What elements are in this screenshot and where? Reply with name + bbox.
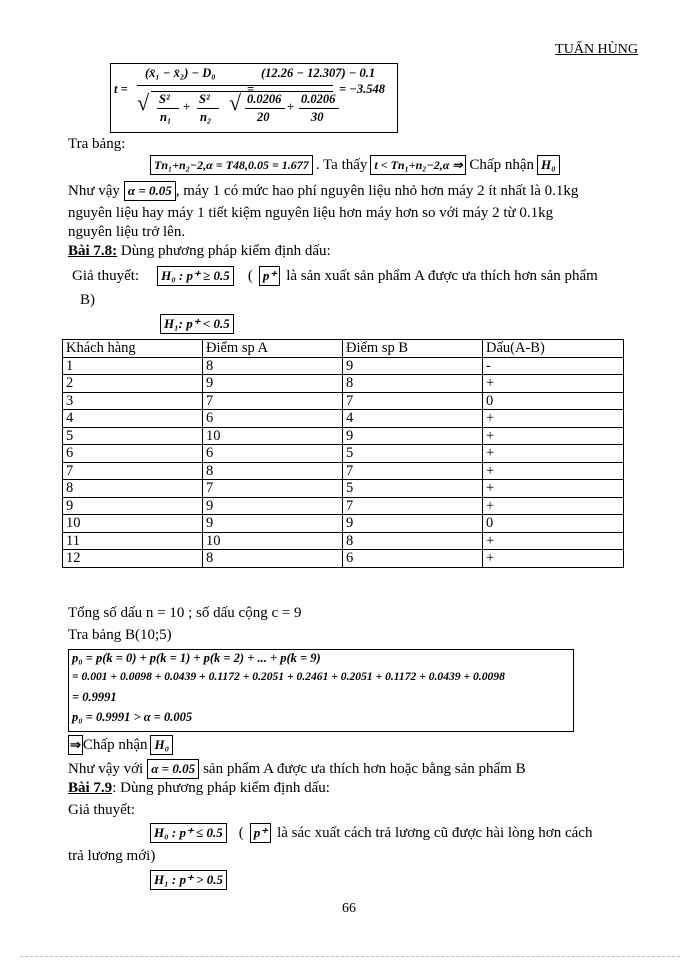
lookup-after2: Chấp nhận <box>469 156 534 173</box>
table-header: Dấu(A-B) <box>483 340 624 358</box>
conclusion1-line1 <box>68 181 578 201</box>
table-cell: 5 <box>343 445 483 463</box>
implies-arrow-icon: ⇒ <box>68 735 83 755</box>
plus-sign: + <box>183 100 191 114</box>
formula-t-box <box>110 63 398 133</box>
lookup-line <box>150 155 560 175</box>
small-bar <box>245 108 285 109</box>
table-header-row <box>63 340 624 358</box>
accept-h0-box: H₀ <box>150 735 173 755</box>
ex78-lookup: Tra bảng B(10;5) <box>68 627 172 643</box>
table-cell: 9 <box>343 357 483 375</box>
table-cell: 9 <box>343 427 483 445</box>
ex78-h0-box: H₀ : p⁺ ≥ 0.5 <box>157 266 234 286</box>
page-number: 66 <box>342 901 356 916</box>
table-row <box>63 357 624 375</box>
ex79-heading <box>68 780 330 797</box>
ex78-alpha-box: α = 0.05 <box>147 759 199 779</box>
formula-t-d2: 30 <box>311 110 324 124</box>
table-cell: 6 <box>343 550 483 568</box>
table-cell: 4 <box>343 410 483 428</box>
table-header: Điểm sp A <box>203 340 343 358</box>
table-cell: 8 <box>203 462 343 480</box>
table-row <box>63 532 624 550</box>
conclusion1-text1: , máy 1 có mức hao phí nguyên liệu nhỏ hơn máy 2 ít nhất là 0.1kg <box>175 182 579 199</box>
table-cell: 5 <box>63 427 203 445</box>
lookup-after1: . Ta thấy <box>315 156 368 173</box>
sqrt-symbol: √ <box>229 90 242 115</box>
table-cell: + <box>483 462 624 480</box>
ex79-hyp-text2: trả lương mới) <box>68 848 156 864</box>
small-bar <box>299 108 339 109</box>
formula-t-d1: 20 <box>257 110 270 124</box>
table-cell: + <box>483 445 624 463</box>
plus-sign: + <box>287 100 295 114</box>
sign-test-table <box>62 339 624 568</box>
ex79-hypothesis <box>150 823 592 843</box>
table-cell: 8 <box>63 480 203 498</box>
ex78-hypothesis <box>72 266 598 286</box>
table-cell: - <box>483 357 624 375</box>
table-row <box>63 375 624 393</box>
formula-t-s2b: S² <box>199 92 210 106</box>
calc-line: = 0.9991 <box>72 690 117 704</box>
table-cell: 11 <box>63 532 203 550</box>
table-cell: 10 <box>203 532 343 550</box>
table-cell: 9 <box>203 515 343 533</box>
table-cell: 6 <box>63 445 203 463</box>
ex79-hyp-label: Giả thuyết: <box>68 802 136 818</box>
table-cell: 8 <box>343 532 483 550</box>
table-row <box>63 445 624 463</box>
table-cell: 9 <box>203 497 343 515</box>
formula-t-lhs: t = <box>114 82 128 96</box>
table-cell: 12 <box>63 550 203 568</box>
table-cell: 0 <box>483 392 624 410</box>
ex78-h1 <box>160 314 234 334</box>
table-cell: + <box>483 410 624 428</box>
ex79-hyp-text: là sác xuất cách trả lương cũ được hài lòng hơn cách <box>277 824 593 841</box>
table-cell: 5 <box>343 480 483 498</box>
table-row <box>63 497 624 515</box>
table-cell: 8 <box>203 550 343 568</box>
table-cell: 8 <box>203 357 343 375</box>
table-cell: 10 <box>203 427 343 445</box>
equals-sign: = <box>247 82 255 96</box>
table-cell: 2 <box>63 375 203 393</box>
small-bar <box>197 108 219 109</box>
table-cell: 9 <box>203 375 343 393</box>
formula-t-num-value: (12.26 − 12.307) − 0.1 <box>261 66 376 80</box>
table-cell: 10 <box>63 515 203 533</box>
ex78-hyp-text2: B) <box>80 292 95 308</box>
table-cell: 9 <box>343 515 483 533</box>
table-header: Khách hàng <box>63 340 203 358</box>
conclusion1-text2: nguyên liệu hay máy 1 tiết kiệm nguyên liệu hơn máy hơn so với máy 2 từ 0.1kg <box>68 205 554 221</box>
table-cell: 7 <box>203 480 343 498</box>
ex78-h1-box: H₁: p⁺ < 0.5 <box>160 314 234 334</box>
t-compare-box: t < Tn₁+n₂−2,α ⇒ <box>370 155 466 175</box>
table-row <box>63 410 624 428</box>
ex79-h1-box: H₁ : p⁺ > 0.5 <box>150 870 227 890</box>
formula-t-n2: n₂ <box>200 110 212 124</box>
conclusion1-text3: nguyên liệu trở lên. <box>68 224 186 240</box>
table-cell: 3 <box>63 392 203 410</box>
table-cell: 7 <box>203 392 343 410</box>
table-cell: 6 <box>203 445 343 463</box>
table-cell: 7 <box>343 497 483 515</box>
table-cell: 7 <box>343 462 483 480</box>
ex78-heading <box>68 243 331 260</box>
formula-t-n1: n₁ <box>160 110 172 124</box>
ex78-concl-text: sản phẩm A được ưa thích hơn hoặc bằng sản phẩm B <box>203 760 526 777</box>
table-cell: + <box>483 480 624 498</box>
ex78-title: Bài 7.8: <box>68 243 118 259</box>
table-cell: 4 <box>63 410 203 428</box>
calc-line: = 0.001 + 0.0098 + 0.0439 + 0.1172 + 0.2051 + 0.2461 + 0.2051 + 0.1172 + 0.0439 + 0.0098 <box>72 670 505 683</box>
calc-line: p₀ = p(k = 0) + p(k = 1) + p(k = 2) + ... + p(k = 9) <box>72 651 321 665</box>
ex78-conclusion <box>68 759 526 779</box>
table-cell: + <box>483 532 624 550</box>
table-row <box>63 462 624 480</box>
ex79-h1 <box>150 870 227 890</box>
table-row <box>63 392 624 410</box>
formula-t-numerator: (x̄₁ − x̄₂) − D₀ <box>145 66 216 80</box>
ex79-open-paren: ( <box>238 824 244 841</box>
conclusion1-prefix: Như vậy <box>68 182 120 199</box>
small-bar <box>157 108 179 109</box>
alpha-box: α = 0.05 <box>124 181 176 201</box>
table-row <box>63 515 624 533</box>
table-row <box>63 480 624 498</box>
ex78-open-paren: ( <box>247 267 253 284</box>
accept-text: Chấp nhận <box>82 736 148 753</box>
header-author: TUẤN HÙNG <box>555 42 638 57</box>
table-cell: 7 <box>63 462 203 480</box>
table-cell: 0 <box>483 515 624 533</box>
table-header: Điểm sp B <box>343 340 483 358</box>
ex79-method: : Dùng phương pháp kiểm định dấu: <box>112 780 330 796</box>
formula-t-v1: 0.0206 <box>247 92 282 106</box>
formula-t-v2: 0.0206 <box>301 92 336 106</box>
ex79-title: Bài 7.9 <box>68 780 113 796</box>
table-cell: + <box>483 550 624 568</box>
table-cell: 7 <box>343 392 483 410</box>
sqrt-symbol: √ <box>137 90 150 115</box>
table-cell: + <box>483 497 624 515</box>
calc-line: p₀ = 0.9991 > α = 0.005 <box>72 710 193 724</box>
table-cell: + <box>483 375 624 393</box>
ex78-calc-box <box>68 649 574 732</box>
table-row <box>63 427 624 445</box>
table-cell: + <box>483 427 624 445</box>
lookup-label: Tra bảng: <box>68 136 126 152</box>
ex78-summary: Tổng số dấu n = 10 ; số dấu cộng c = 9 <box>68 605 302 621</box>
ex79-h0-box: H₀ : p⁺ ≤ 0.5 <box>150 823 227 843</box>
table-cell: 1 <box>63 357 203 375</box>
table-cell: 9 <box>63 497 203 515</box>
ex78-accept <box>68 735 173 755</box>
formula-t-result: = −3.548 <box>339 82 385 96</box>
table-cell: 6 <box>203 410 343 428</box>
ex78-pplus-box: p⁺ <box>259 266 280 286</box>
fraction-bar <box>229 85 333 86</box>
ex78-hyp-text: là sản xuất sản phẩm A được ưa thích hơn sản phẩm <box>286 267 598 284</box>
formula-t-s2a: S² <box>159 92 170 106</box>
table-row <box>63 550 624 568</box>
ex78-hyp-label: Giả thuyết: <box>72 267 140 284</box>
page-bottom-divider <box>20 956 680 957</box>
ex79-pplus-box: p⁺ <box>250 823 271 843</box>
table-cell: 8 <box>343 375 483 393</box>
h0-box: H₀ <box>537 155 560 175</box>
t-critical-box: Tn₁+n₂−2,α = T48,0.05 = 1.677 <box>150 155 313 175</box>
ex78-method: Dùng phương pháp kiểm định dấu: <box>117 243 331 259</box>
ex78-concl-prefix: Như vậy với <box>68 760 144 777</box>
